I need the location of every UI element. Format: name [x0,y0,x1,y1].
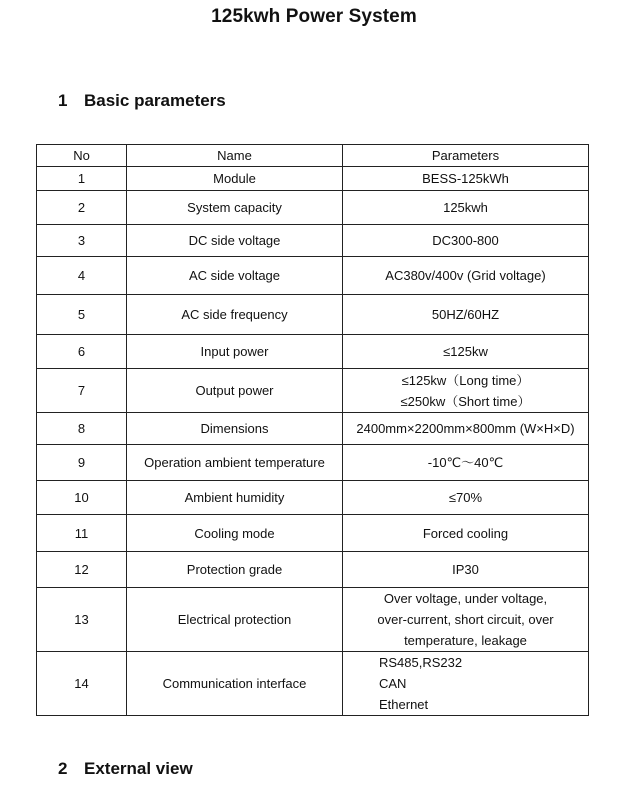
cell-name: Protection grade [127,552,343,588]
cell-name: Dimensions [127,413,343,445]
cell-no: 11 [37,515,127,552]
cell-parameter [343,652,589,716]
table-row [37,369,589,413]
parameter-line: 2400mm×2200mm×800mm (W×H×D) [356,421,575,436]
table-row [37,225,589,257]
table-row [37,257,589,295]
cell-name: Operation ambient temperature [127,445,343,481]
cell-no: 2 [37,191,127,225]
section-heading-basic-parameters [58,91,226,111]
parameter-line: ≤125kw [443,344,488,359]
table-row [37,445,589,481]
parameter-line: Over voltage, under voltage, [383,591,548,606]
cell-no: 8 [37,413,127,445]
header-name: Name [127,145,343,167]
parameter-line: CAN [379,676,407,691]
cell-no: 6 [37,335,127,369]
cell-name: Ambient humidity [127,481,343,515]
section-title: External view [84,759,193,778]
parameter-line: Ethernet [379,697,429,712]
cell-name: Communication interface [127,652,343,716]
table-row [37,515,589,552]
parameter-line: ≤70% [448,490,483,505]
cell-parameter [343,335,589,369]
cell-parameter [343,413,589,445]
table-row [37,295,589,335]
cell-no: 7 [37,369,127,413]
table-body [37,167,589,716]
cell-parameter [343,515,589,552]
section-number: 1 [58,91,68,110]
cell-no: 5 [37,295,127,335]
cell-no: 10 [37,481,127,515]
parameter-line: ≤250kw（Short time） [400,393,531,409]
parameter-line: Forced cooling [422,525,509,541]
cell-name: Input power [127,335,343,369]
cell-name: AC side frequency [127,295,343,335]
section-title: Basic parameters [84,91,226,110]
section-heading-external-view [58,759,193,779]
parameter-line: AC380v/400v (Grid voltage) [385,268,546,283]
cell-no: 14 [37,652,127,716]
cell-no: 9 [37,445,127,481]
cell-name: AC side voltage [127,257,343,295]
parameter-line: temperature, leakage [404,633,527,648]
cell-parameter [343,369,589,413]
parameter-line: RS485,RS232 [379,655,463,670]
cell-parameter [343,225,589,257]
table-row [37,481,589,515]
cell-name: DC side voltage [127,225,343,257]
cell-parameter [343,295,589,335]
cell-parameter [343,552,589,588]
cell-name: Cooling mode [127,515,343,552]
parameter-line: BESS-125kWh [422,171,509,186]
parameter-line: IP30 [452,562,479,577]
table-header-row [37,145,589,167]
cell-no: 12 [37,552,127,588]
cell-name: Output power [127,369,343,413]
table-row [37,413,589,445]
parameter-line: 125kwh [443,200,488,215]
cell-no: 4 [37,257,127,295]
parameter-line: ≤125kw（Long time） [401,372,530,388]
cell-parameter [343,257,589,295]
cell-parameter [343,445,589,481]
cell-parameter [343,167,589,191]
header-parameters: Parameters [343,145,589,167]
header-no: No [37,145,127,167]
document-title: 125kwh Power System [211,6,417,27]
cell-name: Module [127,167,343,191]
cell-no: 1 [37,167,127,191]
parameter-line: DC300-800 [432,233,499,248]
parameter-line: 50HZ/60HZ [431,307,500,322]
cell-no: 13 [37,588,127,652]
cell-no: 3 [37,225,127,257]
table-row [37,588,589,652]
parameters-table [36,144,589,716]
section-number: 2 [58,759,68,778]
cell-name: Electrical protection [127,588,343,652]
parameter-line: over-current, short circuit, over [377,612,554,627]
cell-parameter [343,481,589,515]
cell-parameter [343,588,589,652]
table-row [37,191,589,225]
cell-parameter [343,191,589,225]
table-row [37,335,589,369]
table-row [37,552,589,588]
table-row [37,652,589,716]
cell-name: System capacity [127,191,343,225]
parameter-line: -10℃～40℃ [427,455,504,470]
table-row [37,167,589,191]
